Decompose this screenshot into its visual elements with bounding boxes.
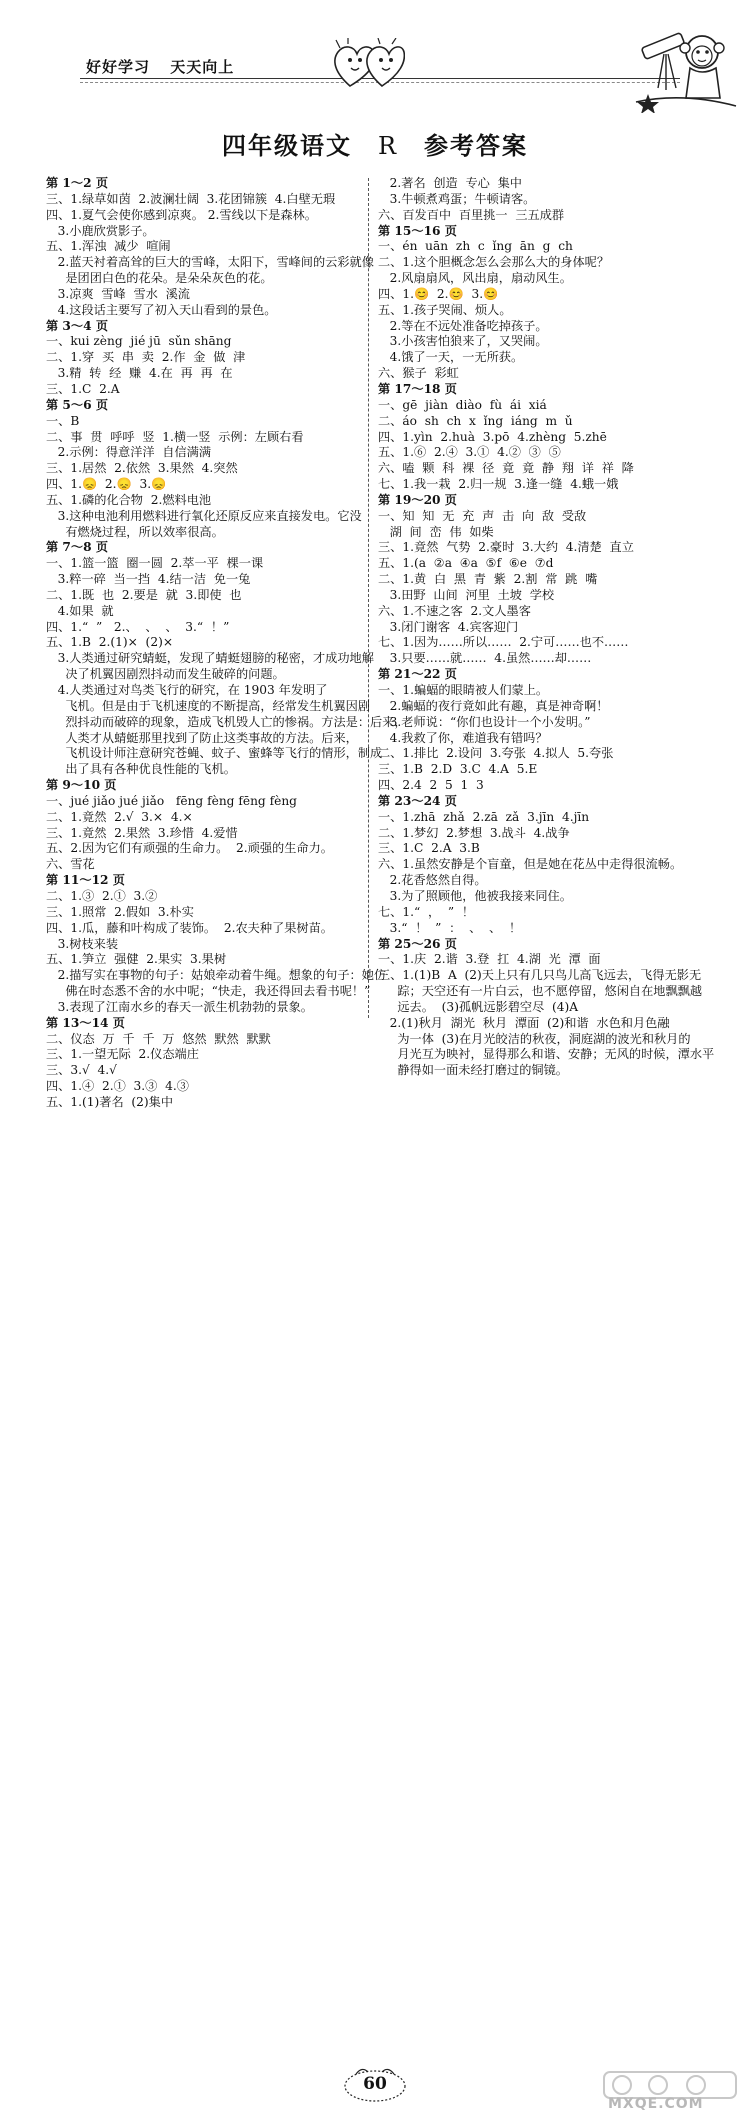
answer-line: 4.这段话主要写了初入天山看到的景色。	[46, 302, 277, 317]
answer-line: 六、1.虽然安静是个盲童，但是她在花丛中走得很流畅。	[378, 857, 683, 872]
answer-line: 第 11～12 页	[46, 873, 125, 888]
answer-line: 一、1.zhā zhǎ 2.zā zǎ 3.jīn 4.jīn	[378, 809, 590, 824]
header-slogan	[86, 56, 248, 77]
answer-line: 为一体 (3)在月光皎洁的秋夜，洞庭湖的波光和秋月的	[378, 1031, 691, 1046]
answer-line: 3.田野 山间 河里 土坡 学校	[378, 587, 555, 602]
answer-line: 三、1.竟然 2.果然 3.珍惜 4.爱惜	[46, 825, 238, 840]
answer-line: 第 25～26 页	[378, 936, 457, 951]
answer-line: 第 23～24 页	[378, 793, 457, 808]
page-number: 60	[363, 2074, 387, 2094]
answer-line: 2.等在不远处准备吃掉孩子。	[378, 318, 548, 333]
left-answer-column	[46, 176, 407, 1111]
answer-line: 二、1.排比 2.设问 3.夸张 4.拟人 5.夸张	[378, 746, 614, 761]
answer-line: 飞机。但是由于飞机速度的不断提高，经常发生机翼因剧	[46, 698, 371, 713]
answer-line: 踪；天空还有一片白云，也不愿停留，悠闲自在地飘飘越	[378, 984, 703, 999]
answer-line: 七、1.我一栽 2.归一规 3.逢一缝 4.蛾一娥	[378, 477, 619, 492]
answer-line: 第 21～22 页	[378, 667, 457, 682]
answer-line: 第 9～10 页	[46, 778, 117, 793]
slogan-study: 好好学习	[86, 58, 151, 76]
answer-line: 七、1.“ ， ” ！	[378, 904, 475, 919]
answer-line: 一、jué jiǎo jué jiǎo fēng fèng fēng fèng	[46, 793, 297, 808]
answer-line: 三、1.照常 2.假如 3.朴实	[46, 904, 194, 919]
answer-line: 佛在时态悉不舍的水中呢；“快走，我还得回去看书呢！”	[46, 984, 371, 999]
answer-line: 第 7～8 页	[46, 540, 109, 555]
title-grade-subject: 四年级语文	[221, 131, 352, 160]
title-answers: 参考答案	[424, 131, 529, 160]
answer-line: 2.花香悠然自得。	[378, 873, 487, 888]
answer-line: 四、1.“ ” 2.、 、 、 3.“ ！”	[46, 619, 230, 634]
answer-line: 一、1.蝙蝠的眼睛被人们蒙上。	[378, 683, 549, 697]
answer-line: 五、1.笋立 强健 2.果实 3.果树	[46, 952, 227, 967]
answer-line: 3.小鹿欣赏影子。	[46, 223, 155, 238]
answer-line: 人类才从蜻蜓那里找到了防止这类事故的方法。后来，	[46, 730, 358, 745]
answer-line: 五、1.浑浊 减少 喧闹	[46, 239, 171, 254]
answer-line: 五、1.B 2.(1)× (2)×	[46, 635, 174, 650]
monkey-telescope-icon	[628, 18, 738, 113]
answer-line: 3.表现了江南水乡的春天一派生机勃勃的景象。	[46, 999, 313, 1014]
answer-line: 一、kui zèng jié jū sǔn shāng	[46, 334, 232, 349]
answer-line: 六、百发百中 百里挑一 三五成群	[378, 207, 565, 222]
answer-line: 二、1.竟然 2.√ 3.× 4.×	[46, 809, 193, 824]
answer-line: 五、1.孩子哭闹、烦人。	[378, 302, 512, 317]
answer-line: 三、1.(1)B A (2)天上只有几只鸟儿高飞远去，飞得无影无	[378, 968, 702, 983]
slogan-progress: 天天向上	[170, 58, 235, 76]
title-edition: R	[377, 132, 399, 160]
page-header	[0, 0, 750, 110]
column-divider	[368, 178, 369, 1018]
answer-line: 二、1.梦幻 2.梦想 3.战斗 4.战争	[378, 825, 570, 840]
answer-line: 一、B	[46, 413, 80, 428]
answer-line: 2.蓝天衬着高耸的巨大的雪峰，太阳下，雪峰间的云彩就像	[46, 255, 374, 270]
answer-line: 4.我救了你，难道我有错吗？	[378, 730, 548, 745]
answer-line: 二、事 贯 呼呼 竖 1.横一竖 示例：左顾右看	[46, 429, 304, 444]
answer-line: 出了具有各种优良性能的飞机。	[46, 762, 236, 777]
answer-line: 远去。 (3)孤帆远影碧空尽 (4)A	[378, 999, 579, 1014]
answer-line: 3.老师说：“你们也设计一个小发明。”	[378, 714, 591, 729]
answer-line: 有燃烧过程，所以效率很高。	[46, 524, 224, 539]
answer-line: 3.只要……就…… 4.虽然……却……	[378, 651, 592, 666]
answer-line: 六、嗑 颗 科 裸 径 竟 竟 静 翔 详 祥 降	[378, 461, 634, 476]
answer-line: 六、雪花	[46, 857, 95, 872]
answer-line: 五、1.⑥ 2.④ 3.① 4.② ③ ⑤	[378, 445, 561, 460]
answer-line: 四、1.瓜，藤和叶构成了装饰。 2.农夫种了果树苗。	[46, 920, 333, 935]
answer-line: 2.蝙蝠的夜行竟如此有趣，真是神奇啊！	[378, 698, 609, 713]
answer-line: 4.饿了一天，一无所获。	[378, 350, 524, 365]
answer-line: 六、1.不速之客 2.文人墨客	[378, 603, 531, 618]
answer-line: 一、gē jiàn diào fù ái xiá	[378, 397, 547, 412]
answer-line: 六、猴子 彩虹	[378, 366, 459, 381]
answer-line: 五、1.(a ②a ④a ⑤f ⑥e ⑦d	[378, 556, 554, 571]
answer-line: 2.描写实在事物的句子：姑娘牵动着牛绳。想象的句子：她仿	[46, 968, 387, 983]
answer-line: 2.(1)秋月 湖光 秋月 潭面 (2)和谐 水色和月色融	[378, 1015, 670, 1030]
answer-line: 五、1.(1)著名 (2)集中	[46, 1094, 174, 1109]
answer-line: 烈抖动而破碎的现象，造成飞机毁人亡的惨祸。方法是：后来，	[46, 714, 407, 729]
answer-line: 月光互为映衬，显得那么和谐、安静；无风的时候，潭水平	[378, 1047, 715, 1062]
answer-line: 三、1.居然 2.依然 3.果然 4.突然	[46, 461, 238, 476]
answer-line: 第 19～20 页	[378, 492, 457, 507]
answer-line: 三、1.C 2.A 3.B	[378, 841, 480, 856]
answer-line: 二、1.这个胆概念怎么会那么大的身体呢？	[378, 255, 610, 270]
answer-line: 3.这种电池利用燃料进行氧化还原反应来直接发电。它没	[46, 508, 362, 523]
answer-line: 三、1.绿草如茵 2.波澜壮阔 3.花团锦簇 4.白壁无瑕	[46, 191, 336, 206]
answer-line: 三、3.√ 4.√	[46, 1063, 117, 1078]
answer-line: 三、1.一望无际 2.仪态端庄	[46, 1047, 199, 1062]
answer-line: 二、1.黄 白 黑 青 紫 2.割 常 跳 嘴	[378, 572, 598, 587]
answer-line: 三、1.C 2.A	[46, 381, 120, 396]
answer-line: 3.闭门谢客 4.宾客迎门	[378, 619, 519, 634]
answer-line: 一、知 知 无 充 声 击 向 敌 受敌	[378, 508, 587, 523]
page-title	[0, 126, 750, 161]
answer-line: 是团团白色的花朵。是朵朵灰色的花。	[46, 271, 273, 286]
answer-line: 飞机设计师注意研究苍蝇、蚊子、蜜蜂等飞行的情形，制成	[46, 746, 383, 761]
answer-line: 3.凉爽 雪峰 雪水 溪流	[46, 286, 190, 301]
answer-line: 2.著名 创造 专心 集中	[378, 176, 522, 190]
answer-line: 一、1.篮一篮 圈一圆 2.萃一平 棵一课	[46, 556, 264, 571]
answer-line: 决了机翼因剧烈抖动而发生破碎的问题。	[46, 667, 285, 682]
answer-line: 3.牛顿煮鸡蛋；牛顿请客。	[378, 191, 536, 206]
answer-line: 一、én uān zh c ǐng ān g ch	[378, 239, 573, 254]
answer-line: 3.人类通过研究蜻蜓，发现了蜻蜓翅膀的秘密，才成功地解	[46, 651, 374, 666]
answer-line: 2.风扇扇风，风出扇，扇动风生。	[378, 271, 572, 286]
answer-line: 四、2.4 2 5 1 3	[378, 778, 484, 793]
answer-line: 3.小孩害怕狼来了，又哭闹。	[378, 334, 548, 349]
answer-line: 四、1.😞 2.😞 3.😞	[46, 477, 167, 492]
answer-line: 四、1.夏气会使你感到凉爽。 2.雪线以下是森林。	[46, 207, 317, 222]
answer-line: 二、仪态 万 千 千 万 悠然 默然 默默	[46, 1031, 271, 1046]
answer-line: 3.“ ！ ” ： 、 、 ！	[378, 920, 522, 935]
answer-line: 二、1.穿 买 串 卖 2.作 金 做 津	[46, 350, 246, 365]
answer-line: 一、1.庆 2.谐 3.登 扛 4.湖 光 潭 面	[378, 952, 601, 967]
answer-line: 3.树枝来装	[46, 936, 119, 951]
answer-line: 七、1.因为……所以…… 2.宁可……也不……	[378, 635, 629, 650]
answer-line: 第 17～18 页	[378, 381, 457, 396]
answer-line: 4.如果 就	[46, 603, 114, 618]
answer-line: 三、1.B 2.D 3.C 4.A 5.E	[378, 762, 538, 777]
answer-line: 第 5～6 页	[46, 397, 109, 412]
answer-line: 4.人类通过对鸟类飞行的研究，在 1903 年发明了	[46, 683, 328, 697]
answer-line: 第 13～14 页	[46, 1015, 125, 1030]
answer-line: 二、1.既 也 2.要是 就 3.即使 也	[46, 587, 242, 602]
answer-line: 三、1.竟然 气势 2.豪时 3.大约 4.清楚 直立	[378, 540, 634, 555]
answer-line: 湖 间 峦 伟 如柴	[378, 524, 494, 539]
answer-line: 二、1.③ 2.① 3.②	[46, 888, 158, 903]
answer-line: 第 3～4 页	[46, 318, 109, 333]
answer-line: 第 1～2 页	[46, 176, 109, 190]
answer-line: 第 15～16 页	[378, 223, 457, 238]
answer-line: 3.为了照顾他，他被我接来同住。	[378, 888, 572, 903]
answer-line: 五、2.因为它们有顽强的生命力。 2.顽强的生命力。	[46, 841, 333, 856]
answer-line: 五、1.磷的化合物 2.燃料电池	[46, 492, 212, 507]
answer-line: 3.粹一碎 当一挡 4.结一洁 免一兔	[46, 572, 251, 587]
answer-line: 四、1.😊 2.😊 3.😊	[378, 286, 499, 301]
right-answer-column	[378, 176, 715, 1079]
answer-line: 四、1.④ 2.① 3.③ 4.③	[46, 1079, 189, 1094]
watermark-text: MXQE.COM	[608, 2096, 704, 2112]
answer-line: 四、1.yìn 2.huà 3.pō 4.zhèng 5.zhē	[378, 429, 607, 444]
answer-line: 静得如一面未经打磨过的铜镜。	[378, 1063, 568, 1078]
answer-line: 二、áo sh ch x ǐng iáng m ǔ	[378, 413, 573, 428]
answer-line: 3.精 转 经 赚 4.在 再 再 在	[46, 366, 233, 381]
answer-line: 2.示例：得意洋洋 自信满满	[46, 445, 212, 460]
twin-hearts-mascot-icon	[330, 38, 405, 90]
